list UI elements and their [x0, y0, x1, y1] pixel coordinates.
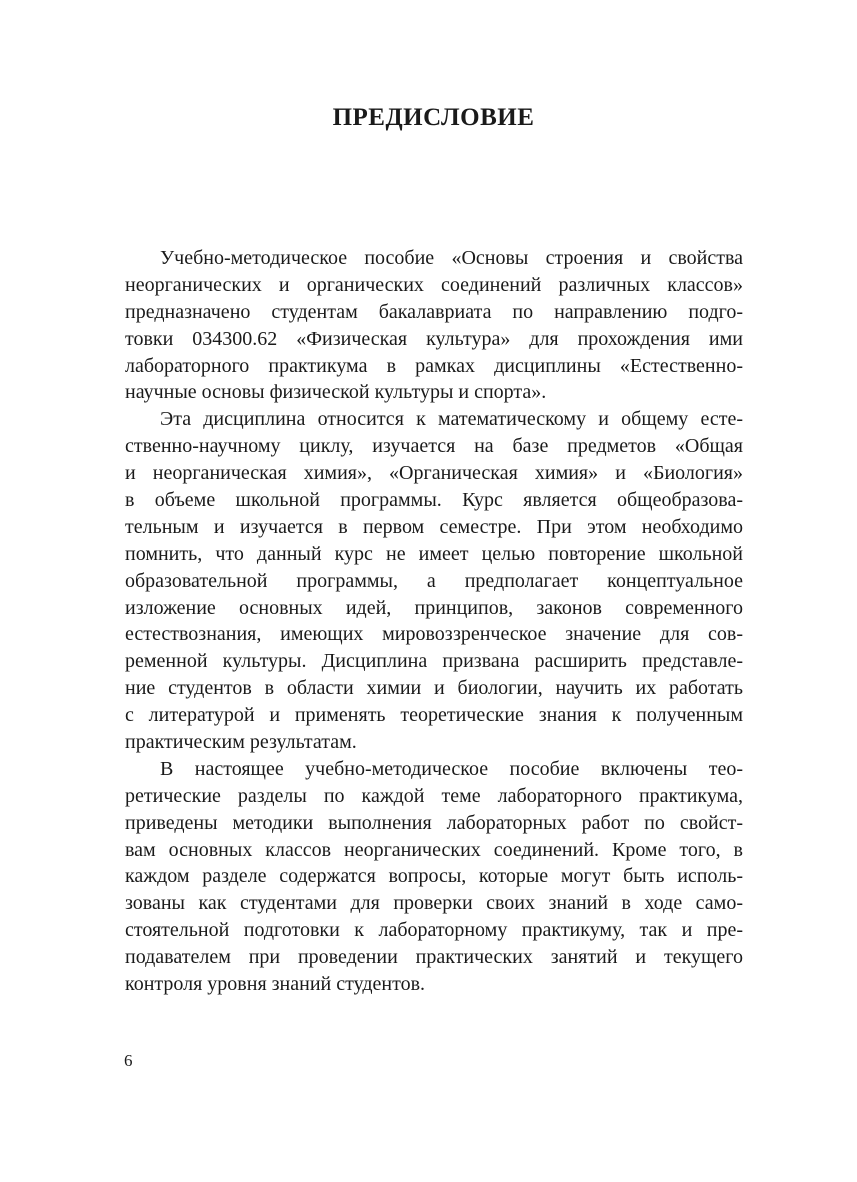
text-line: контроля уровня знаний студентов. — [125, 973, 426, 996]
text-line: изложение основных идей, принципов, законов современного — [125, 596, 743, 619]
page-title: ПРЕДИСЛОВИЕ — [332, 104, 535, 131]
text-line: подавателем при проведении практических занятий и текущего — [125, 946, 743, 969]
page-number: 6 — [124, 1051, 133, 1070]
text-line: товки 034300.62 «Физическая культура» для прохождения ими — [125, 327, 743, 350]
text-line: неорганических и органических соединений различных классов» — [125, 273, 743, 296]
text-line: стоятельной подготовки к лабораторному практикуму, так и пре- — [125, 919, 743, 942]
text-line: ние студентов в области химии и биологии, научить их работать — [125, 677, 743, 700]
text-line: приведены методики выполнения лабораторных работ по свойст- — [125, 811, 743, 834]
text-line: В настоящее учебно-методическое пособие включены тео- — [160, 757, 743, 780]
text-line: Учебно-методическое пособие «Основы строения и свойства — [160, 247, 743, 269]
paragraph-1 — [125, 245, 743, 406]
text-line: ственно-научному циклу, изучается на базе предметов «Общая — [125, 435, 743, 458]
text-line: научные основы физической культуры и спорта». — [125, 381, 547, 404]
text-line: лабораторного практикума в рамках дисциплины «Естественно- — [125, 354, 743, 377]
text-line: помнить, что данный курс не имеет целью повторение школьной — [125, 542, 743, 565]
text-line: тельным и изучается в первом семестре. При этом необходимо — [125, 515, 743, 538]
text-line: каждом разделе содержатся вопросы, которые могут быть исполь- — [125, 865, 743, 888]
text-line: ременной культуры. Дисциплина призвана расширить представле- — [125, 650, 743, 673]
paragraph-2 — [125, 406, 743, 756]
body-text — [125, 245, 743, 998]
text-line: и неорганическая химия», «Органическая химия» и «Биология» — [125, 462, 743, 485]
text-line: в объеме школьной программы. Курс является общеобразова- — [125, 489, 743, 512]
paragraph-3 — [125, 756, 743, 998]
text-line: практическим результатам. — [125, 731, 357, 754]
text-line: Эта дисциплина относится к математическому и общему есте- — [160, 408, 743, 431]
text-line: вам основных классов неорганических соединений. Кроме того, в — [125, 838, 743, 861]
text-line: предназначено студентам бакалавриата по направлению подго- — [125, 300, 743, 323]
text-line: естествознания, имеющих мировоззренческое значение для сов- — [125, 623, 743, 646]
text-line: ретические разделы по каждой теме лабораторного практикума, — [125, 784, 743, 807]
text-line: зованы как студентами для проверки своих знаний в ходе само- — [125, 892, 743, 915]
text-line: с литературой и применять теоретические знания к полученным — [125, 704, 743, 727]
text-line: образовательной программы, а предполагает концептуальное — [125, 569, 743, 592]
